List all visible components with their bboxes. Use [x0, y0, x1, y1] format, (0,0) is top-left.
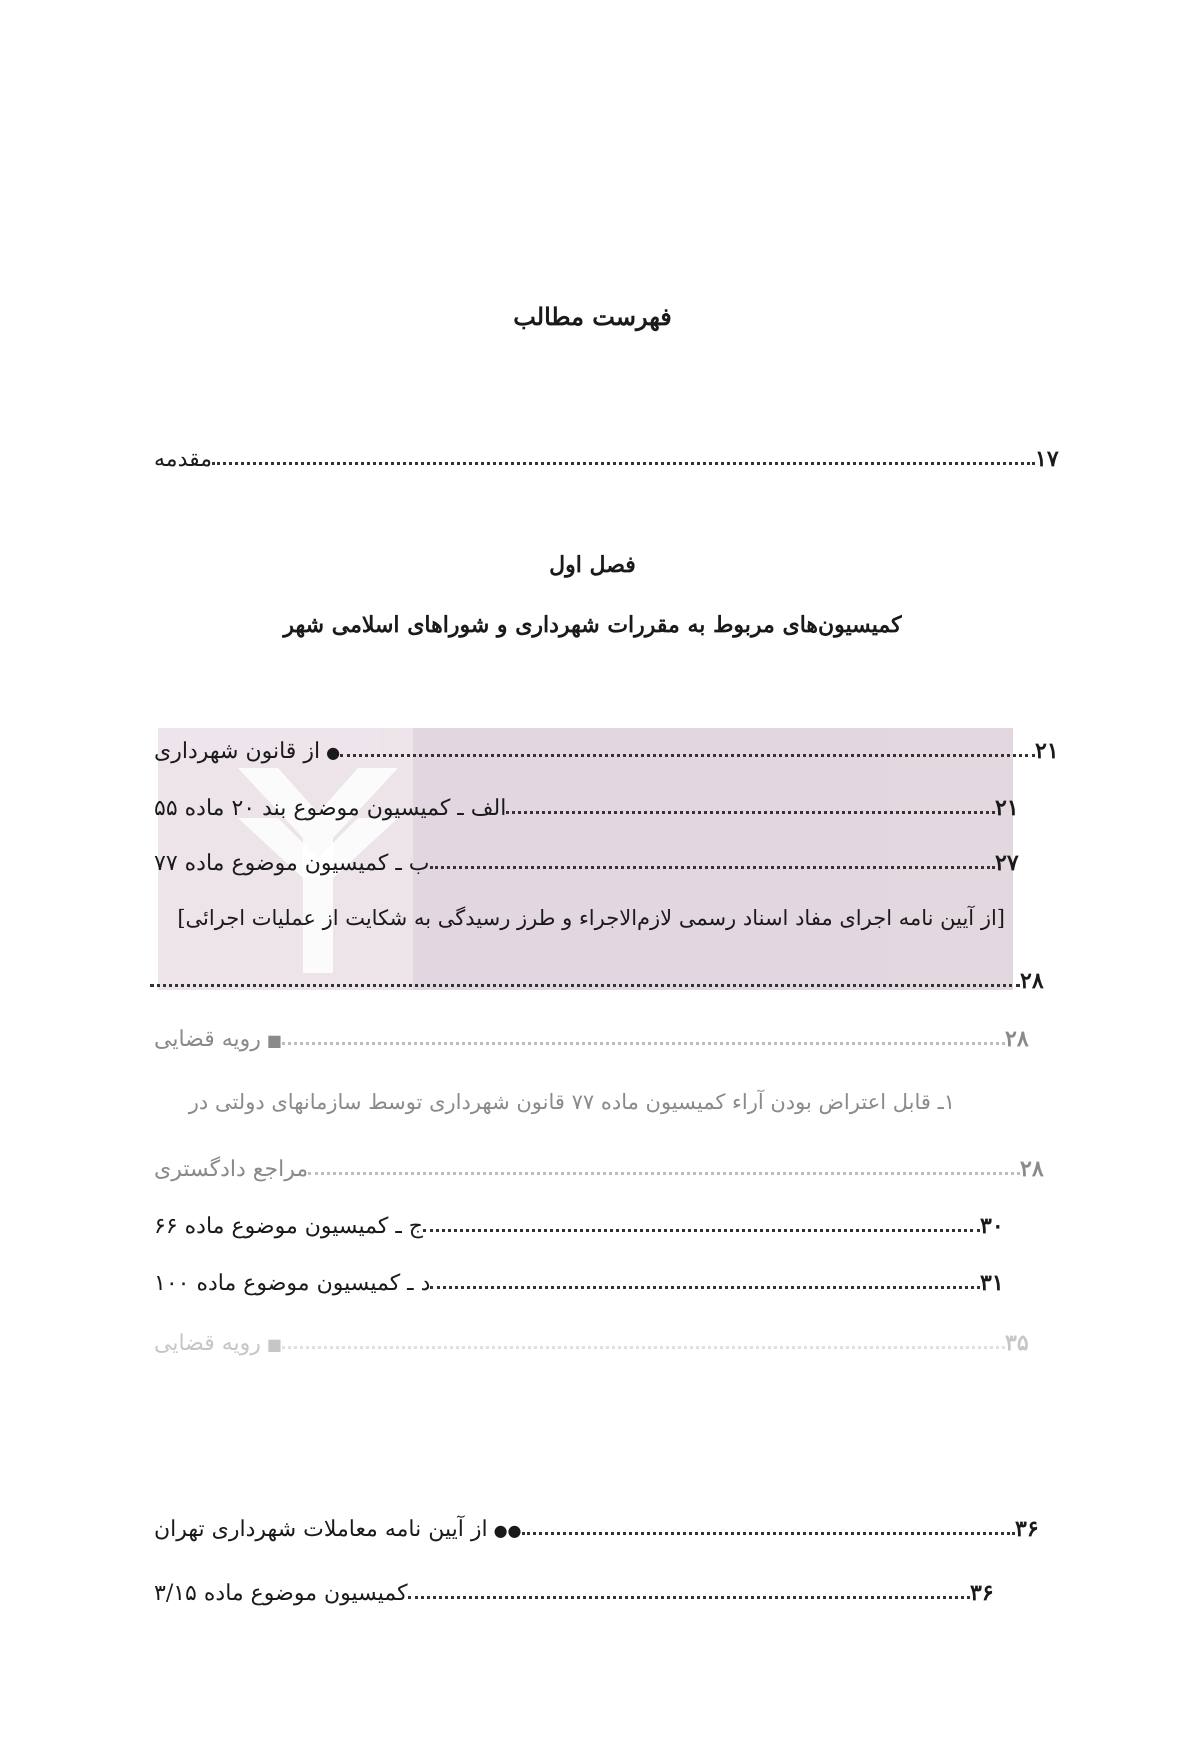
toc-entry-note: [از آیین نامه اجرای مفاد اسناد رسمی لازم‌الاجراء و طرز رسیدگی به شکایت از عملیات اجرائی] — [177, 906, 1005, 930]
leader-dots — [522, 1532, 1015, 1535]
leader-dots — [282, 1346, 1005, 1349]
leader-dots — [408, 1596, 970, 1599]
bullet-icon: ■ — [266, 1031, 283, 1050]
toc-entry-label: الف ـ کمیسیون موضوع بند ۲۰ ماده ۵۵ — [154, 796, 507, 821]
toc-entry-label: مقدمه — [154, 447, 213, 472]
toc-entry-intro[interactable] — [150, 438, 1085, 472]
leader-dots — [308, 1172, 1020, 1175]
toc-entry[interactable] — [150, 960, 1070, 994]
toc-page-number: ۳۶ — [1015, 1516, 1039, 1542]
toc-page-number: ۲۸ — [1020, 968, 1044, 994]
leader-dots — [430, 866, 995, 869]
toc-page-number: ۳۵ — [1005, 1330, 1029, 1356]
bullet-icon: ●● — [493, 1521, 522, 1540]
bullet-icon: ■ — [266, 1335, 283, 1354]
leader-dots — [340, 754, 1035, 757]
toc-entry-label: کمیسیون موضوع ماده ۳/۱۵ — [154, 1581, 408, 1606]
toc-entry-text: رویه قضایی — [154, 1027, 261, 1052]
leader-dots — [282, 1042, 1005, 1045]
toc-entry-label — [150, 739, 340, 764]
toc-entry-text: از قانون شهرداری — [154, 739, 321, 764]
leader-dots — [212, 462, 1035, 465]
toc-entry-label: ج ـ کمیسیون موضوع ماده ۶۶ — [154, 1214, 424, 1239]
toc-entry[interactable] — [150, 1205, 1030, 1239]
toc-page-number: ۲۷ — [995, 850, 1019, 876]
leader-dots — [150, 984, 1020, 987]
toc-page-number: ۲۱ — [995, 795, 1019, 821]
page-title: فهرست مطالب — [513, 302, 672, 331]
toc-page-number: ۳۰ — [980, 1213, 1004, 1239]
toc-entry-note: ۱ـ قابل اعتراض بودن آراء کمیسیون ماده ۷۷ قانون شهرداری توسط سازمانهای دولتی در — [188, 1090, 955, 1114]
toc-entry-label: د ـ کمیسیون موضوع ماده ۱۰۰ — [154, 1271, 431, 1296]
toc-entry[interactable] — [150, 787, 1045, 821]
toc-page-number: ۳۶ — [970, 1580, 994, 1606]
leader-dots — [423, 1229, 980, 1232]
toc-page-number: ۲۸ — [1005, 1026, 1029, 1052]
toc-entry-text: از آیین نامه معاملات شهرداری تهران — [154, 1517, 488, 1542]
leader-dots — [430, 1286, 980, 1289]
chapter-heading: فصل اول — [549, 552, 636, 578]
toc-entry-label: مراجع دادگستری — [154, 1157, 309, 1182]
toc-entry[interactable] — [150, 1018, 1055, 1052]
toc-page-number: ۲۸ — [1020, 1156, 1044, 1182]
toc-entry[interactable] — [150, 842, 1045, 876]
toc-entry-label: ب ـ کمیسیون موضوع ماده ۷۷ — [154, 851, 430, 876]
chapter-subheading: کمیسیون‌های مربوط به مقررات شهرداری و شوراهای اسلامی شهر — [283, 612, 902, 638]
toc-page-number: ۱۷ — [1035, 446, 1059, 472]
leader-dots — [506, 811, 995, 814]
toc-entry-text: رویه قضایی — [154, 1331, 261, 1356]
toc-entry[interactable] — [150, 1572, 1020, 1606]
toc-entry-label — [150, 1331, 282, 1356]
toc-page-number: ۲۱ — [1035, 738, 1059, 764]
toc-entry[interactable] — [150, 730, 1085, 764]
toc-entry[interactable] — [150, 1322, 1055, 1356]
toc-entry[interactable] — [150, 1148, 1070, 1182]
toc-page-number: ۳۱ — [980, 1270, 1004, 1296]
toc-entry[interactable] — [150, 1508, 1065, 1542]
toc-entry-label — [150, 1027, 282, 1052]
toc-entry[interactable] — [150, 1262, 1030, 1296]
bullet-icon: ● — [326, 743, 341, 762]
toc-entry-label — [150, 1517, 522, 1542]
